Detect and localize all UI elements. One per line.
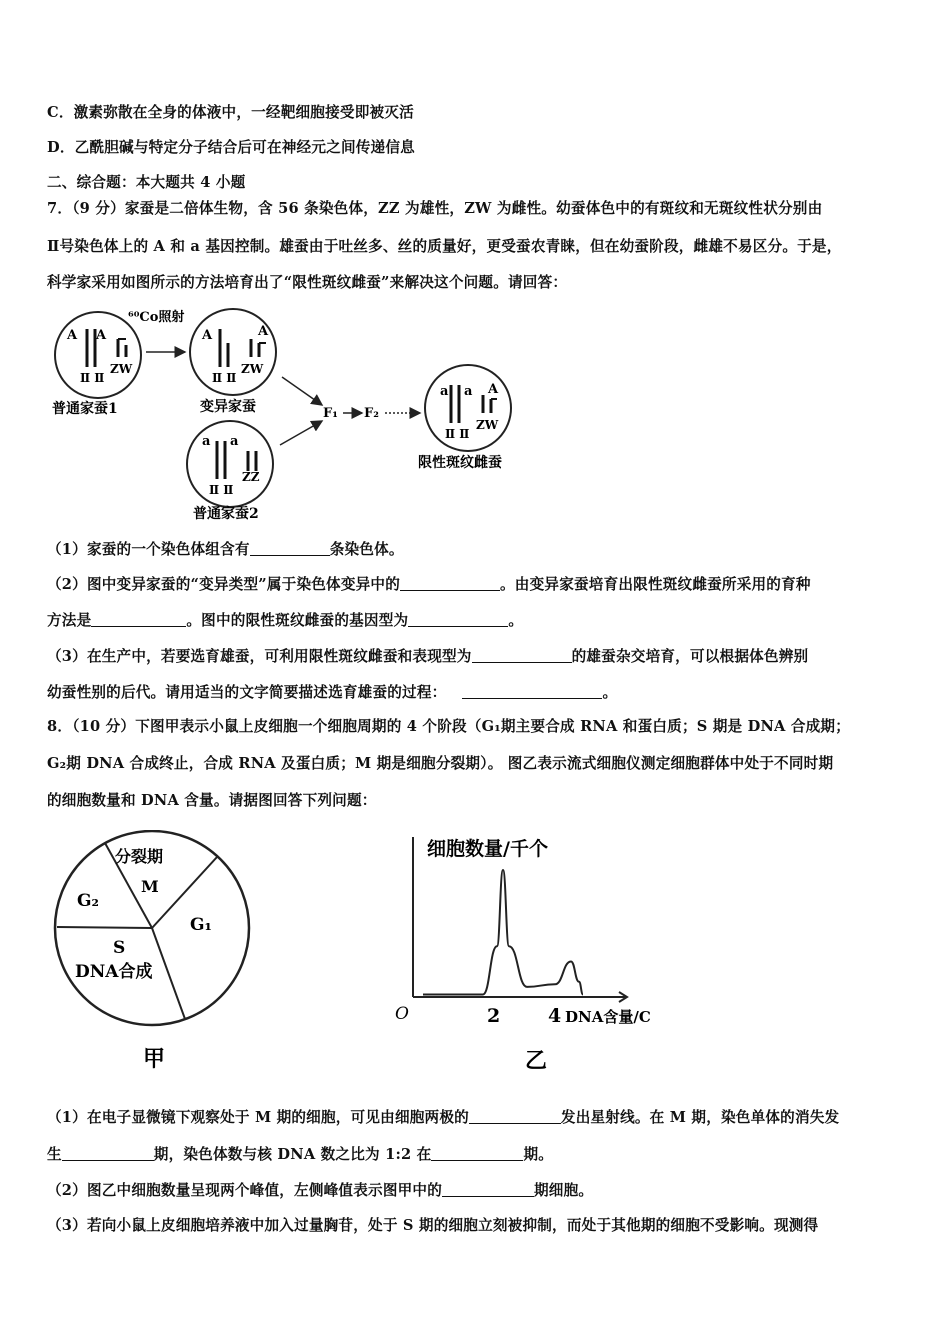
sex-chromosome-label: ZZ (242, 470, 260, 484)
pie-label-g2: G₂ (77, 891, 99, 911)
gene-label: a (230, 434, 239, 449)
gene-label: A (67, 328, 78, 343)
cell3-label: 普通家蚕2 (193, 506, 259, 522)
q7-sub1: （1）家蚕的一个染色体组含有 条染色体。 (47, 541, 404, 558)
answer-blank[interactable] (431, 1146, 523, 1161)
q7-sub3: （3）在生产中，若要选育雄蚕，可利用限性斑纹雌蚕和表现型为 的雄蚕杂交培育，可以根据体色辨别 (47, 648, 809, 665)
pie-label-s: S (113, 938, 126, 958)
cell-cycle-pie (45, 830, 275, 1080)
gene-label: a (202, 434, 211, 449)
cell-variant-silkworm (190, 309, 276, 395)
q7-sub2-cont: 方法是 。图中的限性斑纹雌蚕的基因型为 。 (47, 612, 524, 629)
chart-series-line (423, 870, 583, 994)
x-axis-label: DNA含量/C (565, 1008, 651, 1026)
q7-diagram (40, 305, 560, 525)
origin-label: O (395, 1004, 409, 1024)
dna-content-chart (385, 825, 705, 1080)
answer-blank[interactable] (62, 1146, 154, 1161)
pie-label-m: M (141, 877, 159, 896)
cell2-label: 变异家蚕 (200, 399, 256, 415)
gene-label: A (96, 328, 107, 343)
arrow (280, 421, 322, 445)
answer-blank[interactable] (442, 1182, 534, 1197)
irradiation-label: ⁶⁰Co照射 (128, 310, 185, 325)
chromosome-label: Ⅱ Ⅱ (445, 427, 470, 441)
pie-label-g1: G₁ (190, 915, 212, 935)
gene-label: A (258, 324, 269, 339)
q8-intro-3: 的细胞数量和 DNA 含量。请据图回答下列问题： (47, 792, 377, 809)
f2-label: F₂ (364, 406, 379, 421)
option-d: D．乙酰胆碱与特定分子结合后可在神经元之间传递信息 (47, 139, 415, 156)
q8-sub1: （1）在电子显微镜下观察处于 M 期的细胞，可见由细胞两极的 发出星射线。在 M 期，染色单体的消失发 (47, 1109, 840, 1126)
q8-intro-2: G₂期 DNA 合成终止，合成 RNA 及蛋白质；M 期是细胞分裂期）。 图乙表示流式细胞仪测定细胞群体中处于不同时期 (47, 755, 834, 772)
cell1-label: 普通家蚕1 (52, 401, 118, 417)
pie-label-m-top: 分裂期 (115, 847, 164, 866)
x-tick-label: 4 (548, 1005, 562, 1027)
pie-label-s-sub: DNA合成 (75, 962, 153, 982)
gene-label: a (464, 384, 473, 399)
answer-blank[interactable] (462, 684, 602, 699)
f1-label: F₁ (323, 406, 338, 421)
gene-label: A (488, 382, 499, 397)
answer-blank[interactable] (472, 648, 572, 663)
q7-sub2: （2）图中变异家蚕的“变异类型”属于染色体变异中的 。由变异家蚕培育出限性斑纹雌蚕所采用的育种 (47, 576, 811, 593)
q7-intro-1: 7．（9 分）家蚕是二倍体生物，含 56 条染色体，ZZ 为雄性，ZW 为雌性。幼蚕体色中的有斑纹和无斑纹性状分别由 (47, 200, 823, 217)
answer-blank[interactable] (408, 612, 508, 627)
cell-sex-limited-female (425, 365, 511, 451)
answer-blank[interactable] (469, 1109, 561, 1124)
q7-sub3-cont: 幼蚕性别的后代。请用适当的文字简要描述选育雄蚕的过程： 。 (47, 684, 618, 701)
q8-intro-1: 8．（10 分）下图甲表示小鼠上皮细胞一个细胞周期的 4 个阶段（G₁期主要合成 RNA 和蛋白质；S 期是 DNA 合成期； (47, 718, 851, 735)
option-c: C．激素弥散在全身的体液中，一经靶细胞接受即被灭活 (47, 104, 414, 121)
section-title: 二、综合题：本大题共 4 小题 (47, 174, 246, 191)
y-axis-label: 细胞数量/千个 (427, 838, 548, 860)
answer-blank[interactable] (91, 612, 186, 627)
pie-divider (152, 928, 185, 1019)
q7-intro-2: Ⅱ号染色体上的 A 和 a 基因控制。雄蚕由于吐丝多、丝的质量好，更受蚕农青睐，但在幼蚕阶段，雌雄不易区分。于是， (47, 238, 842, 255)
cell4-label: 限性斑纹雌蚕 (418, 455, 502, 471)
cell-normal-silkworm-2 (187, 421, 273, 507)
chromosome-label: Ⅱ Ⅱ (80, 371, 105, 385)
answer-blank[interactable] (400, 576, 500, 591)
x-tick-label: 2 (487, 1005, 501, 1027)
q8-sub2: （2）图乙中细胞数量呈现两个峰值，左侧峰值表示图甲中的 期细胞。 (47, 1182, 594, 1199)
sex-chromosome-label: ZW (241, 362, 264, 376)
arrow (282, 377, 322, 405)
chromosome-label: Ⅱ Ⅱ (209, 483, 234, 497)
chart-caption: 乙 (525, 1048, 548, 1074)
pie-divider (57, 927, 152, 928)
q8-sub1-cont: 生 期，染色体数与核 DNA 数之比为 1:2 在 期。 (47, 1146, 554, 1163)
sex-chromosome-label: ZW (476, 418, 499, 432)
sex-chromosome-label: ZW (110, 362, 133, 376)
q7-intro-3: 科学家采用如图所示的方法培育出了“限性斑纹雌蚕”来解决这个问题。请回答： (47, 274, 568, 291)
q8-sub3: （3）若向小鼠上皮细胞培养液中加入过量胸苷，处于 S 期的细胞立刻被抑制，而处于其他期的细胞不受影响。现测得 (47, 1217, 819, 1234)
pie-caption: 甲 (143, 1046, 166, 1072)
gene-label: A (202, 328, 213, 343)
answer-blank[interactable] (250, 541, 330, 556)
gene-label: a (440, 384, 449, 399)
chromosome-label: Ⅱ Ⅱ (212, 371, 237, 385)
